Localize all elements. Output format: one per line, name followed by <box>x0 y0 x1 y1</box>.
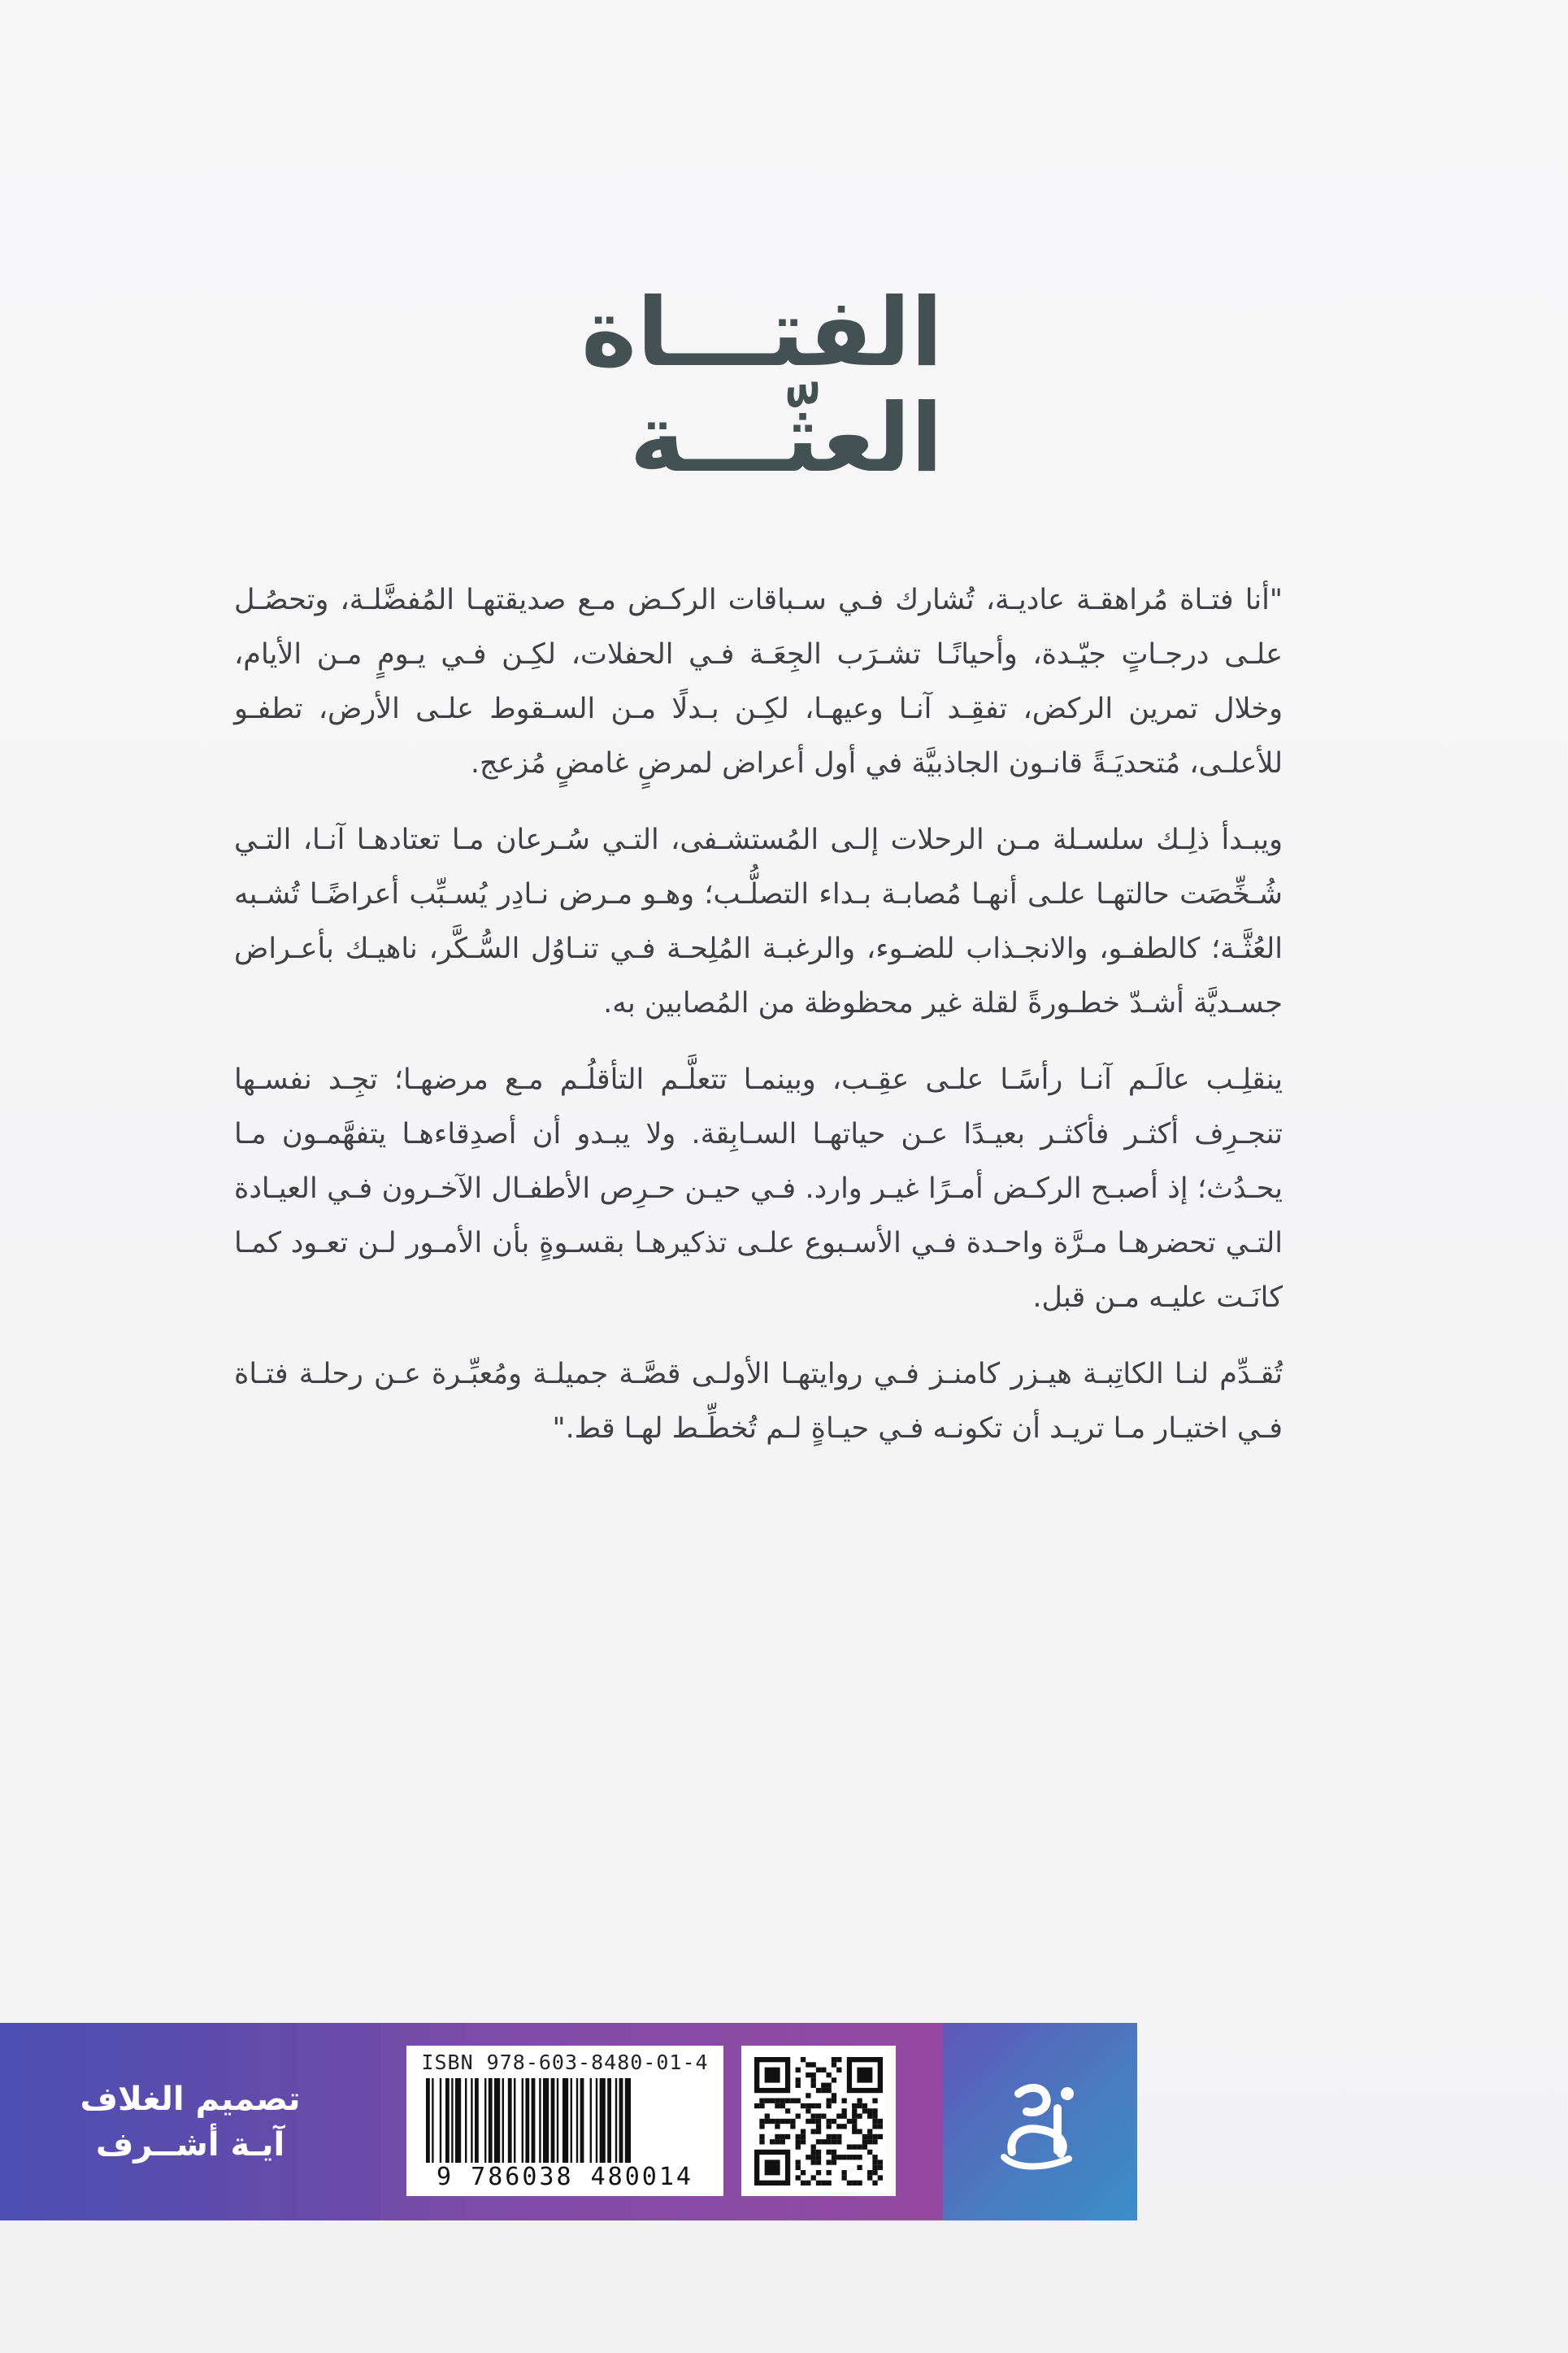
credit-name: آيـة أشــرف <box>95 2125 285 2164</box>
publisher-logo-icon <box>979 2061 1101 2183</box>
blurb-paragraph-2: ويبـدأ ذلِـك سلسـلة مـن الرحلات إلـى المُستشـفى، التـي سُـرعان مـا تعتادهـا آنـا، التـي شُـخِّصَت حالتهـا علـى أنهـا مُصابـة بـداء التصلُّـب؛ وهـو مـرض نـادِر يُسـبِّب أعراضًـا تُشـبه العُثَّـة؛ كالطفـو، والانجـذاب للضـوء، والرغبـة المُلِحـة فـي تنـاوُل السُّـكَّر، ناهيـك بأعـراض جسـديَّة أشـدّ خطـورةً لقلة غير محظوظة من المُصابين به. <box>234 824 1283 1020</box>
blurb-paragraph-1: "أنا فتـاة مُراهقـة عاديـة، تُشارك فـي سـباقات الركـض مـع صديقتهـا المُفضَّلـة، وتحصُـل علـى درجـاتٍ جيّـدة، وأحيانًـا تشـرَب الجِعَـة فـي الحفلات، لكِـن فـي يـومٍ مـن الأيام، وخلال تمرين الركض، تفقِـد آنـا وعيهـا، لكِـن بـدلًا مـن السـقوط علـى الأرض، تطفـو للأعلـى، مُتحديَـةً قانـون الجاذبيَّة في أول أعراض لمرضٍ غامضٍ مُزعج. <box>234 584 1283 780</box>
book-title <box>455 278 943 494</box>
credit-label: تصميم الغلاف <box>80 2080 301 2118</box>
cover-design-credit <box>0 2023 380 2220</box>
isbn-barcode <box>406 2046 723 2196</box>
blurb-paragraph-4: تُقـدِّم لنـا الكاتِبـة هيـزر كامنـز فـي روايتهـا الأولـى قصَّـة جميلـة ومُعبِّـرة عـن رحلـة فتـاة فـي اختيـار مـا تريـد أن تكونـه فـي حيـاةٍ لـم تُخطِّـط لهـا قط." <box>234 1358 1283 1445</box>
title-line-1: الفتـــاة <box>580 278 943 388</box>
qr-code-icon <box>754 2057 883 2186</box>
title-line-2: العثّـــة <box>629 383 943 494</box>
isbn-label: ISBN 978-603-8480-01-4 <box>421 2051 709 2074</box>
qr-code <box>741 2046 896 2196</box>
barcode-icon <box>424 2078 706 2163</box>
barcode-digits: 9 786038 480014 <box>437 2163 693 2191</box>
blurb <box>234 573 1283 1478</box>
blurb-paragraph-3: ينقلِـب عالَـم آنـا رأسًـا علـى عقِـب، وبينمـا تتعلَّـم التأقلُـم مـع مرضهـا؛ تجِـد نفسـها تنجـرِف أكثـر فأكثـر بعيـدًا عـن حياتهـا السـابِقة. ولا يبـدو أن أصدِقاءهـا يتفهَّمـون مـا يحـدُث؛ إذ أصبـح الركـض أمـرًا غيـر وارد. فـي حيـن حـرِص الأطفـال الآخـرون فـي العيـادة التـي تحضرهـا مـرَّة واحـدة فـي الأسـبوع علـى تذكيرهـا بقسـوةٍ بأن الأمـور لـن تعـود كمـا كانَـت عليـه مـن قبل. <box>234 1063 1283 1314</box>
publisher-logo <box>943 2023 1137 2220</box>
